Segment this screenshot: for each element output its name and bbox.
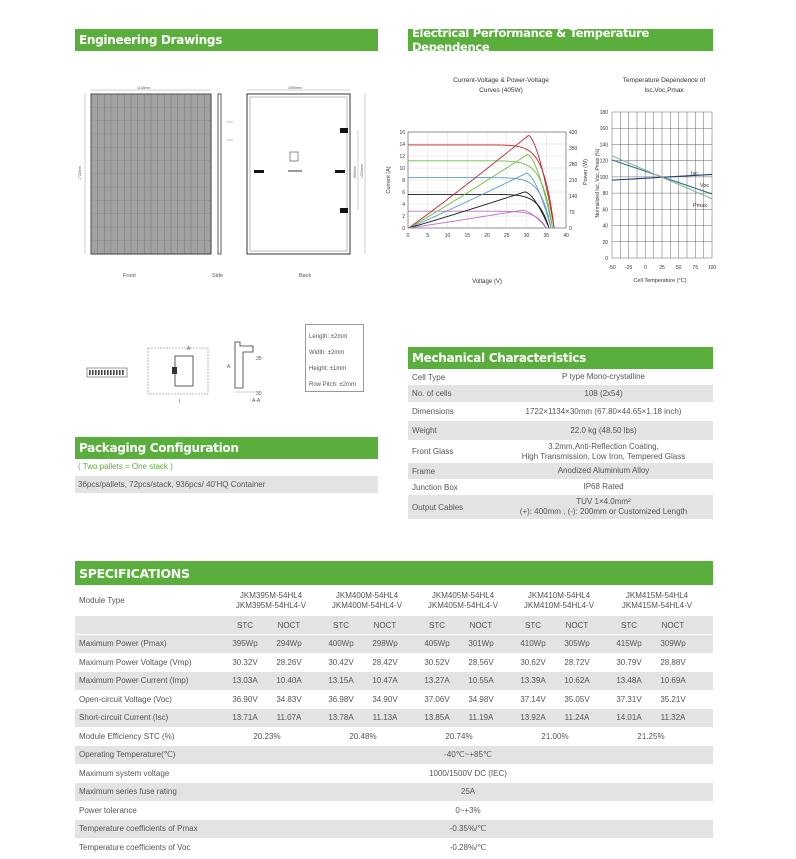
spec-value: 415Wp [616,639,642,649]
front-view-drawing [85,90,211,254]
y2-tick-label: 0 [569,226,572,232]
model-col-3 [415,591,511,611]
spec-common-value: -0.35%/℃ [449,824,487,834]
y-tick-label: 4 [402,202,405,208]
spec-value: 13.71A [232,713,258,723]
y-tick-label: 20 [602,239,608,246]
spec-common-value: -40℃~+85℃ [444,750,492,760]
efficiency-value: 20.74% [445,731,473,741]
noct-header: NOCT [565,620,589,630]
spec-value: 13.48A [616,676,642,686]
spec-label: Maximum Power Current (Imp) [79,676,189,686]
mech-row-dimensions [408,402,713,421]
module-type-label: Module Type [79,596,125,605]
tolerance-length: Length: ±2mm [309,334,348,340]
spec-row-common [75,801,713,819]
efficiency-value: 20.48% [349,731,377,741]
spec-label: Short-circuit Current (Isc) [79,713,169,723]
x-tick-label: 50 [675,265,682,271]
spec-value: 305Wp [564,639,590,649]
tolerance-width: Width: ±2mm [309,350,345,356]
model-col-4 [511,591,607,611]
x-tick-label: 0 [643,265,647,271]
spec-value: 13.27A [424,676,450,686]
mech-value: 1722×1134×30mm (67.80×44.65×1.18 inch) [525,406,682,416]
spec-model-row [75,588,713,616]
noct-header: NOCT [661,620,685,630]
efficiency-value: 20.23% [253,731,281,741]
back-inner-dim: 860mm [353,166,357,178]
x-tick-label: 20 [484,233,490,239]
mech-value: 108 (2x54) [584,388,623,398]
model-name: JKM415M-54HL4 [625,591,689,600]
spec-row-common [75,783,713,801]
front-length-dim: 1722mm [78,166,82,180]
mech-key: Weight [412,426,437,435]
y2-tick-label: 350 [569,146,578,152]
stc-header: STC [525,620,541,630]
y-tick-label: 40 [602,223,608,230]
spec-row-efficiency [75,727,713,745]
back-label: Back [299,273,312,279]
spec-value: 34.83V [276,694,302,704]
model-name: JKM400M-54HL4 [335,591,399,600]
iv-y-label: Current (A) [386,166,392,194]
section-label: A-A [252,398,261,404]
y-tick-label: 6 [402,190,405,196]
spec-value: 36.98V [328,694,354,704]
engineering-drawings-header [75,29,378,51]
spec-value: 298Wp [372,639,398,649]
spec-value: 35.21V [660,694,686,704]
mech-value: TUV 1×4.0mm² [576,497,631,506]
spec-label: Open-circuit Voltage (Voc) [79,694,172,704]
spec-value: 410Wp [520,639,546,649]
mechanical-characteristics-title: Mechanical Characteristics [412,351,586,365]
model-name-v: JKM405M-54HL4-V [427,601,499,610]
packaging-line-text: 36pcs/pallets, 72pcs/stack, 936pcs/ 40'HQ Container [78,480,266,489]
y-tick-label: 12 [399,154,405,160]
spec-value: 28.56V [468,657,494,667]
x-tick-label: 25 [659,265,665,271]
series-label-pmax: Pmax [693,203,708,209]
spec-value: 10.62A [564,676,590,686]
model-name-v: JKM415M-54HL4-V [621,601,693,610]
model-name-v: JKM410M-54HL4-V [523,601,595,610]
model-name: JKM395M-54HL4 [239,591,303,600]
mech-row-front-glass [408,440,713,463]
spec-value: 30.62V [520,657,546,667]
back-side-dim: 1034mm [360,164,364,178]
y-tick-label: 0 [402,226,405,232]
spec-value: 11.13A [372,713,398,723]
spec-value: 36.90V [232,694,258,704]
mech-key: Frame [412,466,436,476]
front-label: Front [123,273,136,279]
spec-value: 11.07A [276,713,302,723]
x-tick-label: 40 [563,233,569,239]
spec-value: 13.85A [424,713,450,723]
electrical-performance-header [408,26,713,54]
temp-chart-title: Isc,Voc,Pmax [644,87,684,94]
spec-value: 10.55A [468,676,494,686]
temp-chart-title: Temperature Dependence of [622,77,706,84]
model-name-v: JKM400M-54HL4-V [331,601,403,610]
spec-row [75,672,713,690]
y-tick-label: 8 [402,178,405,184]
stc-header: STC [621,620,637,630]
x-tick-label: 100 [707,265,717,271]
y-tick-label: 180 [599,110,608,116]
mech-row-weight [408,421,713,440]
spec-value: 13.15A [328,676,354,686]
spec-label: Maximum series fuse rating [79,787,177,797]
spec-label: Temperature coefficients of Pmax [79,824,198,834]
spec-label: Maximum system voltage [79,768,170,778]
spec-row-common [75,838,713,856]
spec-value: 37.31V [616,694,642,704]
y2-tick-label: 70 [569,210,575,216]
spec-value: 28.88V [660,657,686,667]
spec-value: 30.79V [616,657,642,667]
spec-value: 14.01A [616,713,642,723]
iv-chart-title: Curves (405W) [479,87,523,94]
stc-header: STC [237,620,253,630]
spec-value: 30.32V [232,657,258,667]
tolerance-box [305,324,364,392]
mech-key: No. of cells [412,389,452,398]
x-tick-label: -25 [625,265,633,271]
packaging-configuration-title: Packaging Configuration [79,441,239,455]
mech-key: Output Cables [412,502,464,512]
efficiency-value: 21.25% [637,731,665,741]
noct-header: NOCT [277,620,301,630]
spec-value: 13.03A [232,676,258,686]
spec-value: 11.32A [660,713,686,723]
mounting-hole-drawing [148,348,208,394]
spec-label: Temperature coefficients of Voc [79,842,191,852]
mech-key: Dimensions [412,407,454,416]
mech-value: 3.2mm,Anti-Reflection Coating, [548,441,659,451]
spec-row-common [75,764,713,782]
mech-value: IP68 Rated [583,482,624,491]
engineering-drawings [75,80,378,300]
y2-tick-label: 420 [569,130,578,136]
spec-row-common [75,746,713,764]
spec-row [75,653,713,671]
mech-row-junction-box [408,479,713,495]
back-view-drawing [247,90,365,254]
model-col-1 [223,591,319,611]
front-width-dim: 1134mm [137,86,151,90]
series-label-isc: Isc [691,171,699,177]
spec-value: 13.78A [328,713,354,723]
spec-value: 10.69A [660,676,686,686]
spec-value: 30.52V [424,657,450,667]
y2-tick-label: 140 [569,194,578,200]
spec-row-common [75,820,713,838]
mech-value: P type Mono-crystalline [562,372,645,381]
x-tick-label: 25 [503,233,510,239]
spec-value: 35.05V [564,694,590,704]
packaging-configuration-header [75,437,378,459]
noct-header: NOCT [373,620,397,630]
noct-header: NOCT [469,620,493,630]
tolerance-row-pitch: Row Pitch: ±2mm [309,382,356,388]
y-tick-label: 10 [399,166,405,172]
y-tick-label: 0 [605,256,608,262]
pv-curve-2 [408,173,550,228]
spec-common-value: 0~+3% [455,805,481,815]
spec-value: 34.90V [372,694,398,704]
spec-common-value: 1000/1500V DC (IEC) [429,768,507,778]
mech-row-cell-type [408,369,713,385]
spec-value: 37.14V [520,694,546,704]
y-tick-label: 16 [399,130,405,136]
x-tick-label: 10 [444,233,451,239]
x-tick-label: 30 [523,233,530,239]
y2-tick-label: 210 [569,178,578,184]
iv-pv-chart [380,70,595,295]
mech-key: Cell Type [412,372,446,382]
stc-header: STC [333,620,349,630]
spec-row [75,635,713,653]
y2-tick-label: 280 [569,162,578,168]
y-tick-label: 2 [402,214,405,220]
spec-value: 400Wp [328,639,354,649]
y-tick-label: 60 [602,207,608,214]
spec-common-value: 25A [460,787,476,797]
model-name: JKM405M-54HL4 [431,591,495,600]
section-marker-i: I [179,399,181,405]
x-tick-label: -50 [608,265,616,271]
packaging-line [75,476,378,493]
x-tick-label: 35 [543,233,550,239]
mech-row-cells [408,385,713,402]
section-marker-a2: A [187,346,191,352]
y-tick-label: 120 [599,158,608,165]
spec-label: Power tolerance [79,805,137,815]
spec-value: 37.06V [424,694,450,704]
spec-value: 395Wp [232,639,258,649]
mech-value-2: High Transmission, Low Iron, Tempered Glass [521,451,686,461]
x-tick-label: 0 [406,233,410,239]
spec-value: 11.24A [564,713,590,723]
iv-chart-title: Current-Voltage & Power-Voltage [453,77,549,84]
spec-value: 34.98V [468,694,494,704]
spec-value: 405Wp [424,639,450,649]
model-name: JKM410M-54HL4 [527,591,591,600]
spec-value: 10.47A [372,676,398,686]
frame-section-drawing [235,342,257,392]
iv-y2-label: Power (W) [583,159,589,185]
y-tick-label: 140 [599,142,608,149]
spec-value: 294Wp [276,639,302,649]
spec-label: Maximum Power (Pmax) [79,639,167,649]
spec-value: 28.26V [276,657,302,667]
temp-x-label: Cell Temperature (°C) [633,278,687,284]
tolerance-height: Height: ±1mm [309,366,347,372]
series-label-voc: Voc [700,183,710,189]
spec-label: Operating Temperature(℃) [79,750,176,760]
spec-value: 13.92A [520,713,546,723]
mech-value-2: (+): 400mm , (-): 200mm or Customized Length [519,507,688,516]
stc-header: STC [429,620,445,630]
spec-row [75,709,713,727]
x-tick-label: 75 [692,265,699,271]
mech-key: Front Glass [412,447,454,456]
spec-label: Module Efficiency STC (%) [79,731,175,741]
section-marker-a1: A [227,364,231,370]
model-name-v: JKM395M-54HL4-V [235,601,307,610]
spec-common-value: -0.28%/℃ [449,842,487,852]
spec-value: 28.42V [372,657,398,667]
packaging-note: ( Two pallets = One stack ) [78,462,173,471]
iv-x-label: Voltage (V) [472,279,502,285]
specifications-title: SPECIFICATIONS [79,565,190,581]
x-tick-label: 15 [464,233,471,239]
spec-value: 13.39A [520,676,546,686]
mech-value: Anodized Aluminium Alloy [557,466,650,475]
spec-value: 10.40A [276,676,302,686]
model-col-2 [319,591,415,611]
frame-dim-30: 30 [256,391,262,397]
side-label: Side [212,273,224,279]
efficiency-value: 21.00% [541,731,569,741]
engineering-drawings-title: Engineering Drawings [79,33,223,47]
spec-row [75,690,713,708]
side-view-drawing [218,94,233,254]
frame-dim-35: 35 [256,356,262,362]
mechanical-characteristics-header [408,347,713,369]
spec-value: 28.72V [564,657,590,667]
mech-key: Junction Box [412,482,458,492]
mech-row-output-cables [408,495,713,519]
temp-y-label: Normalized Isc, Voc, Pmax (%) [595,148,601,218]
y-tick-label: 160 [599,126,608,133]
model-col-5 [607,591,707,611]
spec-value: 309Wp [660,639,686,649]
y-tick-label: 80 [602,191,608,198]
mech-row-frame [408,463,713,479]
spec-value: 11.19A [468,713,494,723]
y-tick-label: 100 [599,174,608,181]
x-tick-label: 5 [426,233,430,239]
junction-box-drawing [87,368,127,377]
spec-value: 30.42V [328,657,354,667]
mech-value: 22.0 kg (48.50 lbs) [570,425,637,435]
y-tick-label: 14 [399,142,405,148]
specifications-header [75,561,713,585]
back-width-dim: 1090mm [288,86,302,90]
spec-value: 301Wp [468,639,494,649]
spec-label: Maximum Power Voltage (Vmp) [79,657,192,667]
temperature-chart [590,70,720,295]
electrical-performance-title: Electrical Performance & Temperature Dependence [412,26,650,54]
spec-condition-header [75,616,713,634]
